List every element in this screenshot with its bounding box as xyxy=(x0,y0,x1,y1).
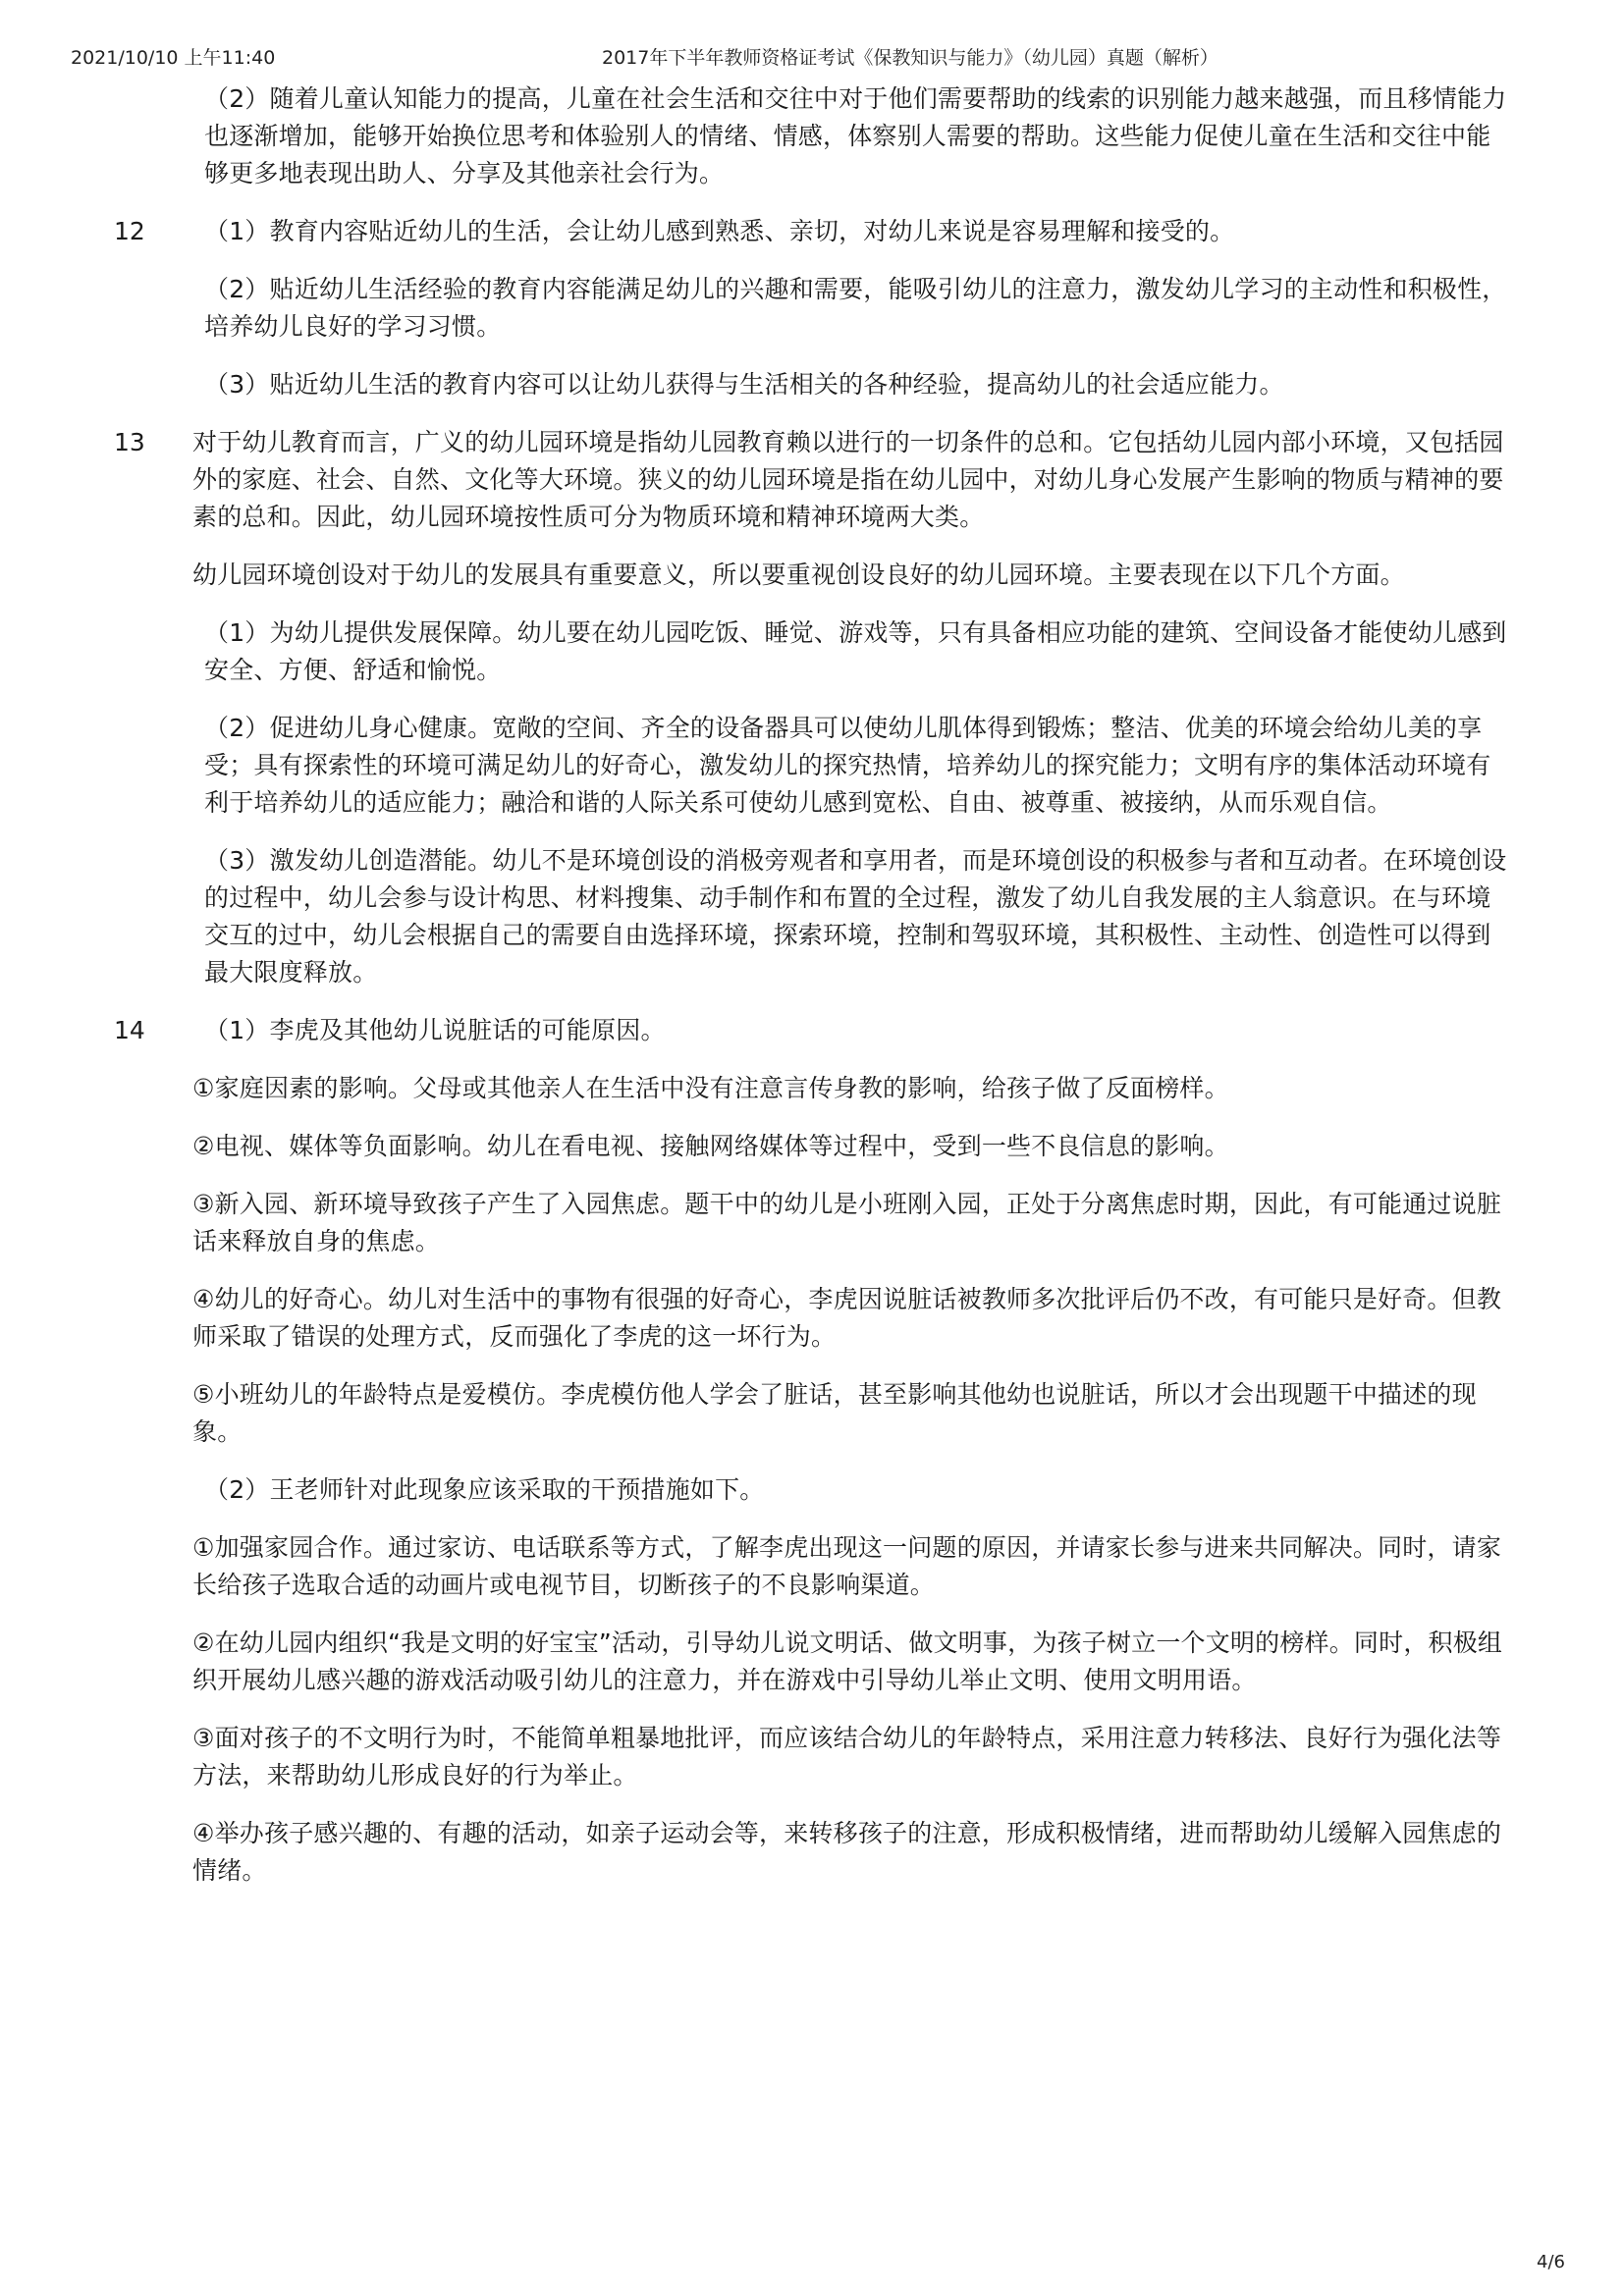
continuation-block xyxy=(114,80,1512,192)
paragraph: （1）李虎及其他幼儿说脏话的可能原因。 xyxy=(204,1016,666,1044)
paragraph: （2）王老师针对此现象应该采取的干预措施如下。 xyxy=(204,1475,765,1504)
paragraph: （1）教育内容贴近幼儿的生活，会让幼儿感到熟悉、亲切，对幼儿来说是容易理解和接受的。 xyxy=(204,217,1235,245)
question-number: 14 xyxy=(114,1016,145,1044)
question-14 xyxy=(114,1012,1512,1890)
paragraph: （3）激发幼儿创造潜能。幼儿不是环境创设的消极旁观者和享用者，而是环境创设的积极参与者和互动者。在环境创设的过程中，幼儿会参与设计构思、材料搜集、动手制作和布置的全过程，激发了幼儿自我发展的主人翁意识。在与环境交互的过中，幼儿会根据自己的需要自由选择环境，探索环境，控制和驾驭环境，其积极性、主动性、创造性可以得到最大限度释放。 xyxy=(204,846,1507,987)
document-title: 2017年下半年教师资格证考试《保教知识与能力》（幼儿园）真题（解析） xyxy=(602,47,1218,69)
paragraph: （2）促进幼儿身心健康。宽敞的空间、齐全的设备器具可以使幼儿肌体得到锻炼；整洁、优美的环境会给幼儿美的享受；具有探索性的环境可满足幼儿的好奇心，激发幼儿的探究热情，培养幼儿的探究能力；文明有序的集体活动环境有利于培养幼儿的适应能力；融洽和谐的人际关系可使幼儿感到宽松、自由、被尊重、被接纳，从而乐观自信。 xyxy=(204,714,1491,817)
paragraph: ④举办孩子感兴趣的、有趣的活动，如亲子运动会等，来转移孩子的注意，形成积极情绪，进而帮助幼儿缓解入园焦虑的情绪。 xyxy=(192,1819,1502,1885)
paragraph: ②在幼儿园内组织“我是文明的好宝宝”活动，引导幼儿说文明话、做文明事，为孩子树立一个文明的榜样。同时，积极组织开展幼儿感兴趣的游戏活动吸引幼儿的注意力，并在游戏中引导幼儿举止文明、使用文明用语。 xyxy=(192,1629,1503,1694)
print-datetime: 2021/10/10 上午11:40 xyxy=(71,47,276,69)
question-12 xyxy=(114,213,1512,403)
paragraph: ③面对孩子的不文明行为时，不能简单粗暴地批评，而应该结合幼儿的年龄特点，采用注意力转移法、良好行为强化法等方法，来帮助幼儿形成良好的行为举止。 xyxy=(192,1724,1502,1789)
paragraph: ②电视、媒体等负面影响。幼儿在看电视、接触网络媒体等过程中，受到一些不良信息的影响。 xyxy=(192,1132,1229,1160)
paragraph: （2）贴近幼儿生活经验的教育内容能满足幼儿的兴趣和需要，能吸引幼儿的注意力，激发幼儿学习的主动性和积极性，培养幼儿良好的学习习惯。 xyxy=(204,275,1507,341)
question-number: 13 xyxy=(114,428,145,456)
page-number: 4/6 xyxy=(1537,2252,1565,2272)
paragraph: ①家庭因素的影响。父母或其他亲人在生活中没有注意言传身教的影响，给孩子做了反面榜样。 xyxy=(192,1074,1229,1102)
paragraph: （3）贴近幼儿生活的教育内容可以让幼儿获得与生活相关的各种经验，提高幼儿的社会适应能力。 xyxy=(204,370,1284,399)
question-number: 12 xyxy=(114,217,145,245)
paragraph: （2）随着儿童认知能力的提高，儿童在社会生活和交往中对于他们需要帮助的线索的识别能力越来越强，而且移情能力也逐渐增加，能够开始换位思考和体验别人的情绪、情感，体察别人需要的帮助。这些能力促使儿童在生活和交往中能够更多地表现出助人、分享及其他亲社会行为。 xyxy=(204,84,1507,187)
paragraph: ③新入园、新环境导致孩子产生了入园焦虑。题干中的幼儿是小班刚入园，正处于分离焦虑时期，因此，有可能通过说脏话来释放自身的焦虑。 xyxy=(192,1190,1502,1255)
question-13 xyxy=(114,424,1512,991)
paragraph: ④幼儿的好奇心。幼儿对生活中的事物有很强的好奇心，李虎因说脏话被教师多次批评后仍不改，有可能只是好奇。但教师采取了错误的处理方式，反而强化了李虎的这一坏行为。 xyxy=(192,1285,1502,1351)
paragraph: ①加强家园合作。通过家访、电话联系等方式，了解李虎出现这一问题的原因，并请家长参与进来共同解决。同时，请家长给孩子选取合适的动画片或电视节目，切断孩子的不良影响渠道。 xyxy=(192,1533,1502,1599)
paragraph: 对于幼儿教育而言，广义的幼儿园环境是指幼儿园教育赖以进行的一切条件的总和。它包括幼儿园内部小环境，又包括园外的家庭、社会、自然、文化等大环境。狭义的幼儿园环境是指在幼儿园中，对幼儿身心发展产生影响的物质与精神的要素的总和。因此，幼儿园环境按性质可分为物质环境和精神环境两大类。 xyxy=(192,428,1504,531)
document-body xyxy=(114,80,1512,1910)
paragraph: ⑤小班幼儿的年龄特点是爱模仿。李虎模仿他人学会了脏话，甚至影响其他幼也说脏话，所以才会出现题干中描述的现象。 xyxy=(192,1380,1477,1446)
paragraph: （1）为幼儿提供发展保障。幼儿要在幼儿园吃饭、睡觉、游戏等，只有具备相应功能的建筑、空间设备才能使幼儿感到安全、方便、舒适和愉悦。 xyxy=(204,618,1507,684)
paragraph: 幼儿园环境创设对于幼儿的发展具有重要意义，所以要重视创设良好的幼儿园环境。主要表现在以下几个方面。 xyxy=(192,561,1405,589)
